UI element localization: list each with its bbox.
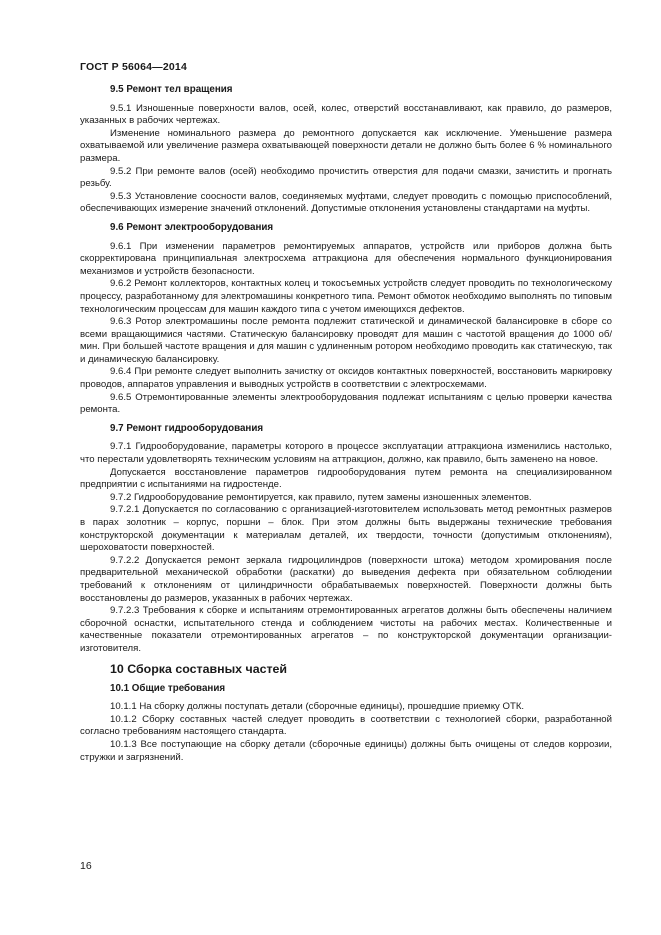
section-heading: 9.6 Ремонт электрооборудования [110,221,274,233]
section [80,423,612,656]
paragraph: 9.5.3 Установление соосности валов, соединяемых муфтами, следует проводить с помощью приспособлений, обеспечивающих измерение значений отклонений. Допустимые отклонения установлены стандартами на муфты. [80,190,612,215]
paragraph: 9.5.1 Изношенные поверхности валов, осей, колес, отверстий восстанавливают, как правило, до размеров, указанных в рабочих чертежах. [80,102,612,127]
section [80,662,612,677]
paragraph: Допускается восстановление параметров гидрооборудования путем ремонта на специализированном предприятии с испытаниями на гидростенде. [80,466,612,491]
paragraph: Изменение номинального размера до ремонтного допускается как исключение. Уменьшение размера охватываемой или увеличение размера охватывающей поверхности детали не должно быть более 6 % номинального размера. [80,127,612,164]
paragraph: 9.6.1 При изменении параметров ремонтируемых аппаратов, устройств или приборов должна быть скорректирована принципиальная электросхема аттракциона для обеспечения нормального функционирования механизмов и устройств безопасности. [80,240,612,277]
paragraph: 10.1.2 Сборку составных частей следует проводить в соответствии с технологией сборки, разработанной согласно требованиям настоящего стандарта. [80,713,612,738]
document-header: ГОСТ Р 56064—2014 [80,61,188,73]
section [80,222,612,417]
section-heading: 10.1 Общие требования [110,682,226,694]
paragraph: 10.1.3 Все поступающие на сборку детали (сборочные единицы) должны быть очищены от следов коррозии, стружки и загрязнений. [80,738,612,763]
section-heading: 9.7 Ремонт гидрооборудования [110,422,264,434]
paragraph: 9.6.5 Отремонтированные элементы электрооборудования подлежат испытаниям с целью проверки качества ремонта. [80,391,612,416]
page-number: 16 [80,860,92,872]
paragraph: 9.7.2.2 Допускается ремонт зеркала гидроцилиндров (поверхности штока) методом хромирования после предварительной механической обработки (раскатки) до выведения дефекта при обязательном соблюдении требований к отклонениям от цилиндричности обрабатываемых поверхностей. Поверхности должны быть восстановлены до размеров, указанных в рабочих чертежах. [80,554,612,604]
paragraph: 10.1.1 На сборку должны поступать детали (сборочные единицы), прошедшие приемку ОТК. [110,701,525,713]
paragraph: 9.5.2 При ремонте валов (осей) необходимо прочистить отверстия для подачи смазки, зачистить и прогнать резьбу. [80,165,612,190]
chapter-heading: 10 Сборка составных частей [110,661,288,676]
section [80,683,612,765]
section-heading: 9.5 Ремонт тел вращения [110,84,233,95]
paragraph: 9.6.3 Ротор электромашины после ремонта подлежит статической и динамической балансировке в сборе со всеми вращающимися частями. Статическую балансировку проводят для машин с частотой вращения до 1000 об/мин. При большей частоте вращения и для машин с удлиненным ротором необходимо проводить как статическую, так и динамическую балансировку. [80,316,612,365]
section [80,84,612,216]
paragraph: 9.6.4 При ремонте следует выполнить зачистку от оксидов контактных поверхностей, восстановить маркировку проводов, аппаратов управления и выводных устройств в соответствии с электросхемами. [80,366,612,391]
paragraph: 9.7.2.3 Требования к сборке и испытаниям отремонтированных агрегатов должны быть обеспечены наличием сборочной оснастки, испытательного стенда и соблюдением чистоты на рабочих местах. Количественные и качественные показатели отремонтированных агрегатов – по конструкторской документации организации-изготовителя. [80,605,612,654]
paragraph: 9.7.2.1 Допускается по согласованию с организацией-изготовителем использовать метод ремонтных размеров в парах золотник – корпус, поршни – блок. При этом должны быть выдержаны технические требования конструкторской документации к материалам деталей, их твердости, точности (допустимым отклонениям), шероховатости поверхностей. [80,504,612,554]
paragraph: 9.7.2 Гидрооборудование ремонтируется, как правило, путем замены изношенных элементов. [110,491,532,503]
document-body [80,84,612,770]
paragraph: 9.7.1 Гидрооборудование, параметры которого в процессе эксплуатации аттракциона изменились настолько, что перестали удовлетворять техническим условиям на аттракцион, должно, как правило, быть заменено на новое. [80,441,612,466]
paragraph: 9.6.2 Ремонт коллекторов, контактных колец и токосъемных устройств следует проводить по технологическому процессу, разработанному для электромашины конкретного типа. Ремонт обмоток необходимо выполнять по типовым технологическим процессам для машин каждого типа с учетом имеющихся дефектов. [80,278,612,315]
